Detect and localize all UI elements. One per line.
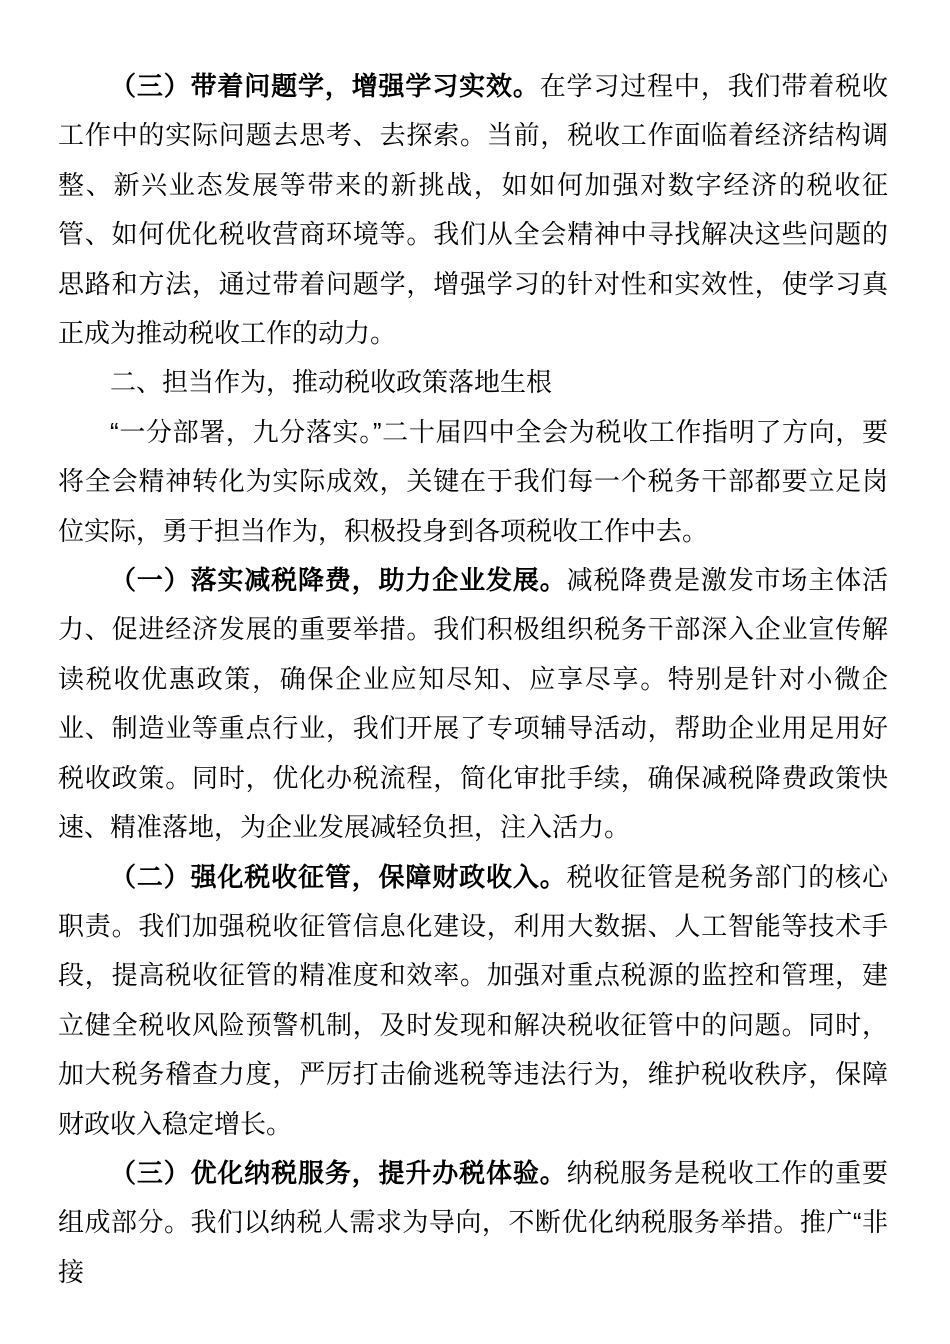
paragraph-lead: （二）强化税收征管，保障财政收入。 xyxy=(110,861,567,892)
paragraph-text: 二、担当作为，推动税收政策落地生根 xyxy=(110,367,553,398)
paragraph-lead: （三）优化纳税服务，提升办税体验。 xyxy=(110,1157,567,1188)
paragraph-text: 减税降费是激发市场主体活力、促进经济发展的重要举措。我们积极组织税务干部深入企业宣传解读税收优惠政策，确保企业应知尽知、应享尽享。特别是针对小微企业、制造业等重点行业，我们开展了专项辅导活动，帮助企业用足用好税收政策。同时，优化办税流程，简化审批手续，确保减税降费政策快速、精准落地，为企业发展减轻负担，注入活力。 xyxy=(58,565,888,843)
paragraph-text: 在学习过程中，我们带着税收工作中的实际问题去思考、去探索。当前，税收工作面临着经济结构调整、新兴业态发展等带来的新挑战，如如何加强对数字经济的税收征管、如何优化税收营商环境等。我们从全会精神中寻找解决这些问题的思路和方法，通过带着问题学，增强学习的针对性和实效性，使学习真正成为推动税收工作的动力。 xyxy=(58,71,888,349)
paragraph xyxy=(58,853,888,1149)
paragraph-lead: （一）落实减税降费，助力企业发展。 xyxy=(110,565,567,596)
paragraph xyxy=(58,408,888,556)
paragraph xyxy=(58,1149,888,1297)
document-body xyxy=(58,62,888,1297)
paragraph-text: 税收征管是税务部门的核心职责。我们加强税收征管信息化建设，利用大数据、人工智能等技术手段，提高税收征管的精准度和效率。加强对重点税源的监控和管理，建立健全税收风险预警机制，及时发现和解决税收征管中的问题。同时，加大税务稽查力度，严厉打击偷逃税等违法行为，维护税收秩序，保障财政收入稳定增长。 xyxy=(58,861,888,1139)
paragraph-text: 纳税服务是税收工作的重要组成部分。我们以纳税人需求为导向，不断优化纳税服务举措。推广“非接 xyxy=(58,1157,888,1287)
paragraph xyxy=(58,556,888,852)
paragraph-lead: （三）带着问题学，增强学习实效。 xyxy=(110,71,540,101)
paragraph xyxy=(58,62,888,358)
paragraph-text: “一分部署，九分落实。”二十届四中全会为税收工作指明了方向，要将全会精神转化为实际成效，关键在于我们每一个税务干部都要立足岗位实际，勇于担当作为，积极投身到各项税收工作中去。 xyxy=(58,416,888,546)
section-heading xyxy=(58,358,888,407)
